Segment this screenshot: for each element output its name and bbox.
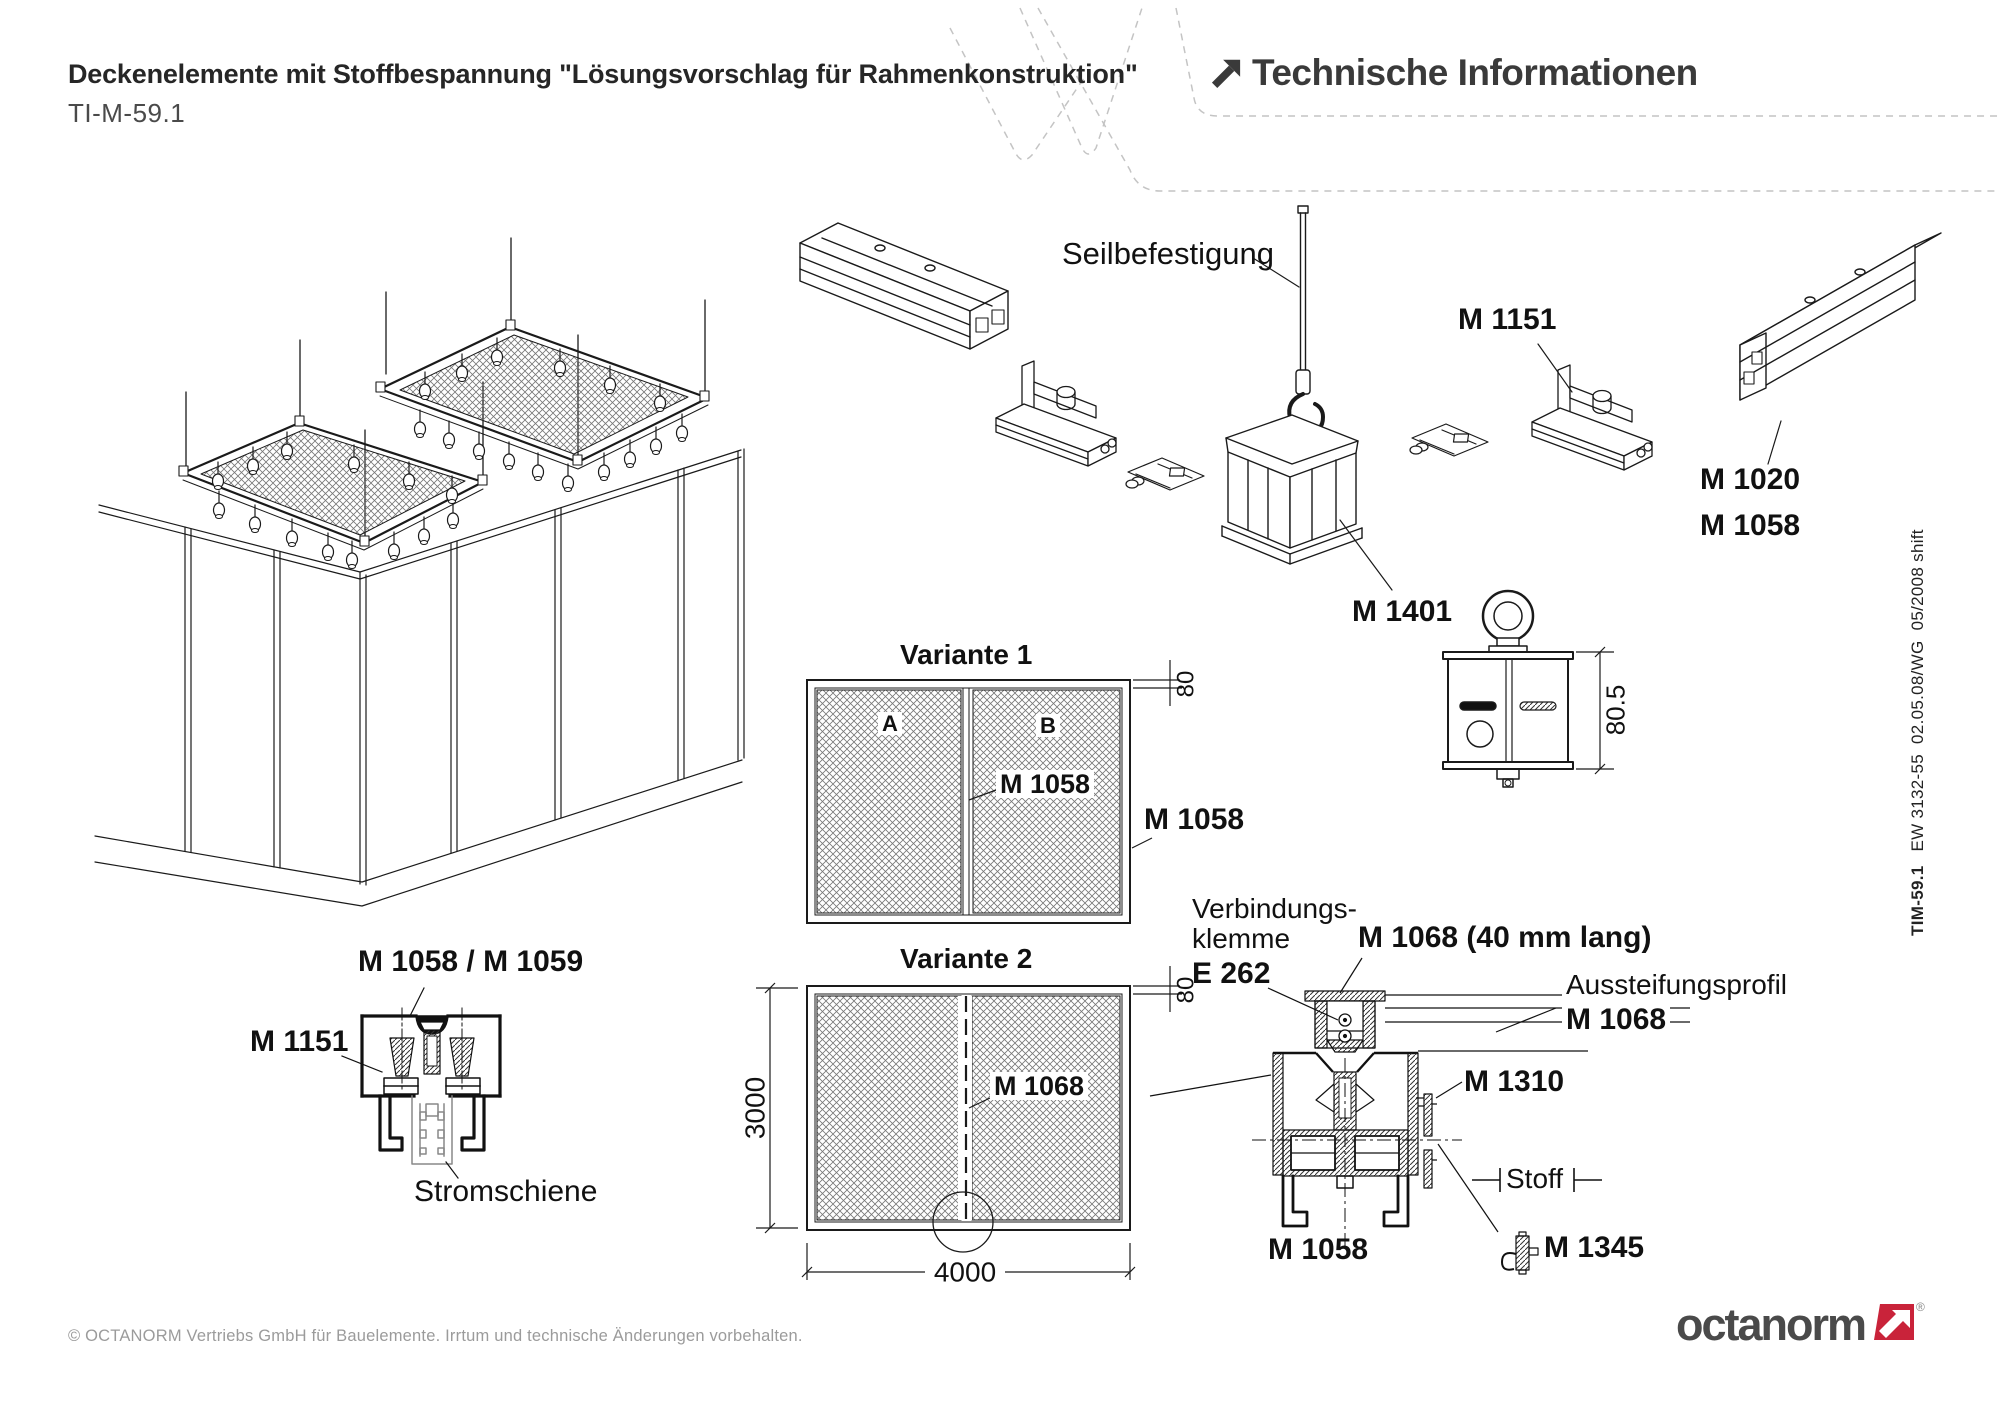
- power-rail: [412, 1096, 452, 1164]
- label-m1345: M 1345: [1544, 1231, 1645, 1264]
- m1401-front-view: [1443, 591, 1614, 787]
- label-m1068-inside: M 1068: [990, 1072, 1088, 1100]
- dim-label-4000: 4000: [933, 1256, 997, 1288]
- label-m1058-right: M 1058: [1144, 803, 1245, 836]
- slider-m1151-middle: [996, 361, 1116, 466]
- label-e262: E 262: [1192, 957, 1271, 990]
- side-revision-label: [1888, 529, 1948, 956]
- connector-small-left: [1126, 458, 1204, 490]
- ceiling-element-2: [376, 238, 709, 492]
- dim-label-80-v1: 80: [1172, 670, 1200, 698]
- side-revision-info: EW 3132-55 02.05.08/WG 05/2008 shift: [1908, 529, 1927, 852]
- label-panel-b: B: [1036, 714, 1060, 737]
- label-m1151-top: M 1151: [1458, 303, 1557, 336]
- label-m1058-section: M 1058: [1268, 1233, 1369, 1266]
- label-m1058-top: M 1058: [1700, 509, 1801, 542]
- label-verbindungsklemme-2: klemme: [1192, 923, 1291, 954]
- label-m1020: M 1020: [1700, 463, 1801, 496]
- registered-trademark: ®: [1916, 1300, 1925, 1314]
- label-panel-a: A: [878, 712, 902, 735]
- section-title: Technische Informationen: [1252, 52, 1698, 93]
- cable-with-hook: [1289, 206, 1323, 432]
- label-aussteifungsprofil: Aussteifungsprofil: [1562, 970, 1791, 999]
- stromschiene-cross-section: [342, 988, 500, 1178]
- doc-number: TI-M-59.1: [68, 98, 186, 128]
- dim-label-3000: 3000: [739, 1076, 771, 1140]
- beam-profile-right: [1740, 233, 1941, 400]
- section-header: [1208, 52, 1698, 94]
- hanging-cube-m1401: [1222, 415, 1362, 564]
- connector-small-right: [1410, 424, 1488, 456]
- label-variante1: Variante 1: [900, 639, 1033, 670]
- label-m1068-bold: M 1068: [1562, 1004, 1670, 1036]
- dim-label-80-v2: 80: [1172, 976, 1200, 1004]
- label-m1058-inside: M 1058: [996, 770, 1094, 798]
- footer-copyright: © OCTANORM Vertriebs GmbH für Bauelemente. Irrtum und technische Änderungen vorbehalten.: [68, 1327, 803, 1345]
- slider-m1151-right: [1532, 365, 1652, 470]
- side-doc-code: TIM-59.1: [1908, 865, 1927, 936]
- page-title: Deckenelemente mit Stoffbespannung "Lösungsvorschlag für Rahmenkonstruktion": [68, 59, 1138, 89]
- label-stoff: Stoff: [1506, 1163, 1564, 1194]
- label-seilbefestigung: Seilbefestigung: [1062, 236, 1274, 271]
- beam-profile-left: [800, 223, 1008, 349]
- label-m1401: M 1401: [1352, 595, 1453, 628]
- variante2-panel: [756, 966, 1182, 1280]
- octanorm-logo: [1676, 1299, 1925, 1350]
- label-m1068-40mm: M 1068 (40 mm lang): [1358, 921, 1652, 954]
- wall-frame: [95, 449, 744, 906]
- label-stromschiene: Stromschiene: [414, 1175, 598, 1208]
- octanorm-arrow-icon: [1874, 1304, 1914, 1340]
- dim-label-80-5: 80.5: [1600, 684, 1631, 736]
- label-m1058-m1059: M 1058 / M 1059: [358, 945, 584, 978]
- label-m1310: M 1310: [1464, 1065, 1565, 1098]
- label-variante2: Variante 2: [900, 943, 1033, 974]
- label-verbindungsklemme-1: Verbindungs-: [1192, 893, 1358, 924]
- variante1-panel: [807, 660, 1182, 923]
- header-dashed-decoration: [950, 8, 2000, 191]
- m1345-clamp-icon: [1502, 1232, 1538, 1274]
- label-m1151-left: M 1151: [250, 1025, 349, 1058]
- isometric-ceiling-scene: [95, 238, 744, 906]
- logo-wordmark: octanorm: [1676, 1299, 1866, 1350]
- arrow-up-right-icon: [1208, 56, 1242, 90]
